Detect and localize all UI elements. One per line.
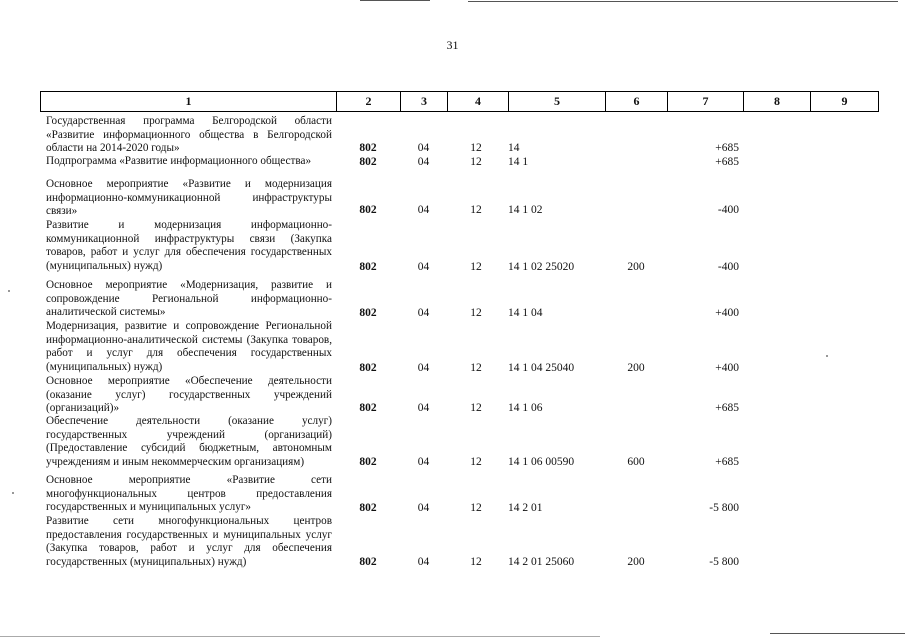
subsection-code: 12 — [470, 306, 482, 319]
amount-change: +400 — [715, 361, 739, 374]
expense-type-code: 200 — [627, 361, 645, 374]
ministry-code: 802 — [359, 260, 377, 273]
section-code: 04 — [417, 501, 430, 514]
expense-type-code: 200 — [627, 260, 645, 273]
table-header-row — [40, 91, 879, 112]
subsection-code: 12 — [470, 155, 482, 168]
section-code: 04 — [417, 401, 430, 414]
expense-type-code: 200 — [627, 555, 645, 568]
amount-change: +685 — [715, 141, 739, 154]
subsection-code: 12 — [470, 401, 482, 414]
amount-change: +400 — [715, 306, 739, 319]
table-row — [40, 279, 879, 320]
scan-edge-top-right — [468, 1, 898, 2]
row-description: Основное мероприятие «Развитие и модернизация информационно-коммуникационной инфраструктуры связи» — [46, 178, 332, 217]
expense-type-code: 600 — [627, 455, 645, 468]
amount-change: -400 — [717, 203, 739, 216]
row-description: Подпрограмма «Развитие информационного общества» — [46, 155, 312, 167]
header-col-4: 4 — [448, 92, 509, 111]
subsection-code: 12 — [470, 361, 482, 374]
section-code: 04 — [417, 306, 430, 319]
ministry-code: 802 — [359, 455, 377, 468]
target-article-code: 14 1 06 — [508, 401, 543, 414]
row-description: Развитие сети многофункциональных центров предоставления государственных и муниципальных услуг (Закупка товаров, работ и услуг для обеспечения государственных (муниципальных) нужд) — [46, 515, 332, 568]
row-description: Модернизация, развитие и сопровождение Региональной информационно-аналитической системы (Закупка товаров, работ и услуг для обеспечения государственных (муниципальных) нужд) — [46, 320, 332, 373]
ministry-code: 802 — [359, 141, 377, 154]
ministry-code: 802 — [359, 203, 377, 216]
row-description: Основное мероприятие «Развитие сети многофункциональных центров предоставления государственных и муниципальных услуг» — [46, 474, 332, 513]
header-col-1: 1 — [41, 92, 337, 111]
subsection-code: 12 — [470, 555, 482, 568]
target-article-code: 14 2 01 25060 — [508, 555, 575, 568]
subsection-code: 12 — [470, 203, 482, 216]
table-row — [40, 219, 879, 274]
ministry-code: 802 — [359, 306, 377, 319]
amount-change: +685 — [715, 155, 739, 168]
target-article-code: 14 2 01 — [508, 501, 543, 514]
table-row — [40, 375, 879, 415]
ministry-code: 802 — [359, 361, 377, 374]
subsection-code: 12 — [470, 141, 482, 154]
scan-speck — [12, 492, 14, 494]
subsection-code: 12 — [470, 455, 482, 468]
section-code: 04 — [417, 455, 430, 468]
scan-edge-bottom-right — [770, 633, 905, 634]
target-article-code: 14 1 06 00590 — [508, 455, 575, 468]
table-row — [40, 515, 879, 569]
scan-edge-bottom — [0, 636, 600, 637]
table-row — [40, 178, 879, 217]
section-code: 04 — [417, 155, 430, 168]
amount-change: -5 800 — [709, 555, 739, 568]
scan-speck — [8, 290, 10, 292]
header-col-5: 5 — [509, 92, 606, 111]
amount-change: +685 — [715, 455, 739, 468]
row-description: Развитие и модернизация информационно-коммуникационной инфраструктуры связи (Закупка товаров, работ и услуг для обеспечения государственных (муниципальных) нужд) — [46, 219, 332, 272]
row-description: Основное мероприятие «Модернизация, развитие и сопровождение Региональной информационно-аналитической системы» — [46, 279, 332, 318]
header-col-6: 6 — [606, 92, 668, 111]
target-article-code: 14 — [508, 141, 520, 154]
section-code: 04 — [417, 555, 430, 568]
table-row — [40, 320, 879, 375]
section-code: 04 — [417, 260, 430, 273]
ministry-code: 802 — [359, 555, 377, 568]
section-code: 04 — [417, 203, 430, 216]
ministry-code: 802 — [359, 401, 377, 414]
table-row — [40, 155, 879, 169]
section-code: 04 — [417, 361, 430, 374]
subsection-code: 12 — [470, 260, 482, 273]
header-col-3: 3 — [401, 92, 448, 111]
amount-change: -5 800 — [709, 501, 739, 514]
target-article-code: 14 1 02 25020 — [508, 260, 575, 273]
target-article-code: 14 1 02 — [508, 203, 543, 216]
amount-change: +685 — [715, 401, 739, 414]
subsection-code: 12 — [470, 501, 482, 514]
table-row — [40, 115, 879, 155]
target-article-code: 14 1 04 — [508, 306, 543, 319]
section-code: 04 — [417, 141, 430, 154]
page-number: 31 — [446, 38, 459, 52]
scan-edge-top — [360, 0, 430, 1]
header-col-9: 9 — [841, 94, 848, 108]
ministry-code: 802 — [359, 501, 377, 514]
ministry-code: 802 — [359, 155, 377, 168]
amount-change: -400 — [717, 260, 739, 273]
target-article-code: 14 1 04 25040 — [508, 361, 575, 374]
target-article-code: 14 1 — [508, 155, 529, 168]
table-row — [40, 474, 879, 515]
table-row — [40, 415, 879, 469]
row-description: Государственная программа Белгородской области «Развитие информационного общества в Белгородской области на 2014-2020 годы» — [46, 115, 332, 154]
header-col-2: 2 — [337, 92, 401, 111]
row-description: Основное мероприятие «Обеспечение деятельности (оказание услуг) государственных учреждений (организаций)» — [46, 375, 332, 414]
header-col-7: 7 — [668, 92, 744, 111]
row-description: Обеспечение деятельности (оказание услуг) государственных учреждений (организаций) (Предоставление субсидий бюджетным, автономным учреждениям и иным некоммерческим организациям) — [46, 415, 332, 468]
header-col-8: 8 — [744, 92, 811, 111]
